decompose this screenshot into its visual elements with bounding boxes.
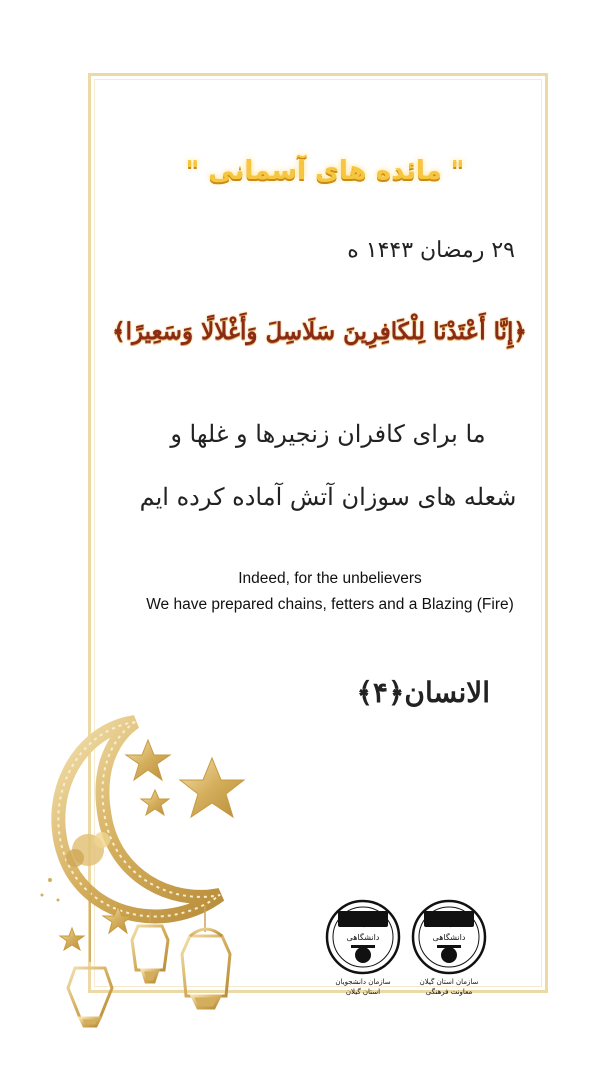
english-translation-line-2: We have prepared chains, fetters and a Blazing (Fire) (146, 596, 514, 613)
logo-subtitle: دانشگاهی (346, 933, 380, 942)
quran-verse: ﴿إِنَّا أَعْتَدْنَا لِلْكَافِرِينَ سَلَاسِلَ وَأَغْلَالًا وَسَعِيرًا﴾ (112, 318, 527, 345)
persian-translation-line-2: شعله های سوزان آتش آماده کرده ایم (139, 483, 517, 511)
logo-org: سازمان دانشجویان (335, 978, 391, 986)
logo-org: سازمان استان گیلان (419, 978, 479, 986)
english-translation-line-1: Indeed, for the unbelievers (238, 570, 422, 587)
glitter-cluster (41, 832, 111, 902)
lantern-icon (68, 926, 230, 1026)
gear-icon (351, 945, 375, 963)
logo-subtitle: دانشگاهی (432, 933, 466, 942)
page-title: " مائده های آسمانی " (185, 156, 465, 186)
surah-reference: الانسان﴿۴﴾ (356, 676, 490, 709)
date-label: ۲۹ رمضان ۱۴۴۳ ه (347, 238, 515, 263)
jahad-province-logo (404, 897, 494, 997)
persian-translation-line-1: ما برای کافران زنجیرها و غلها و (170, 420, 486, 448)
logo-title: جهاد (434, 913, 464, 928)
crescent-moon-icon (58, 722, 220, 916)
logo-region: معاونت فرهنگی (425, 988, 473, 996)
gear-icon (437, 945, 461, 963)
logo-region: استان گیلان (345, 988, 381, 996)
jahad-students-logo (318, 897, 408, 997)
crescent-lantern-decoration (30, 700, 260, 1030)
logo-title: جهاد (348, 913, 378, 928)
